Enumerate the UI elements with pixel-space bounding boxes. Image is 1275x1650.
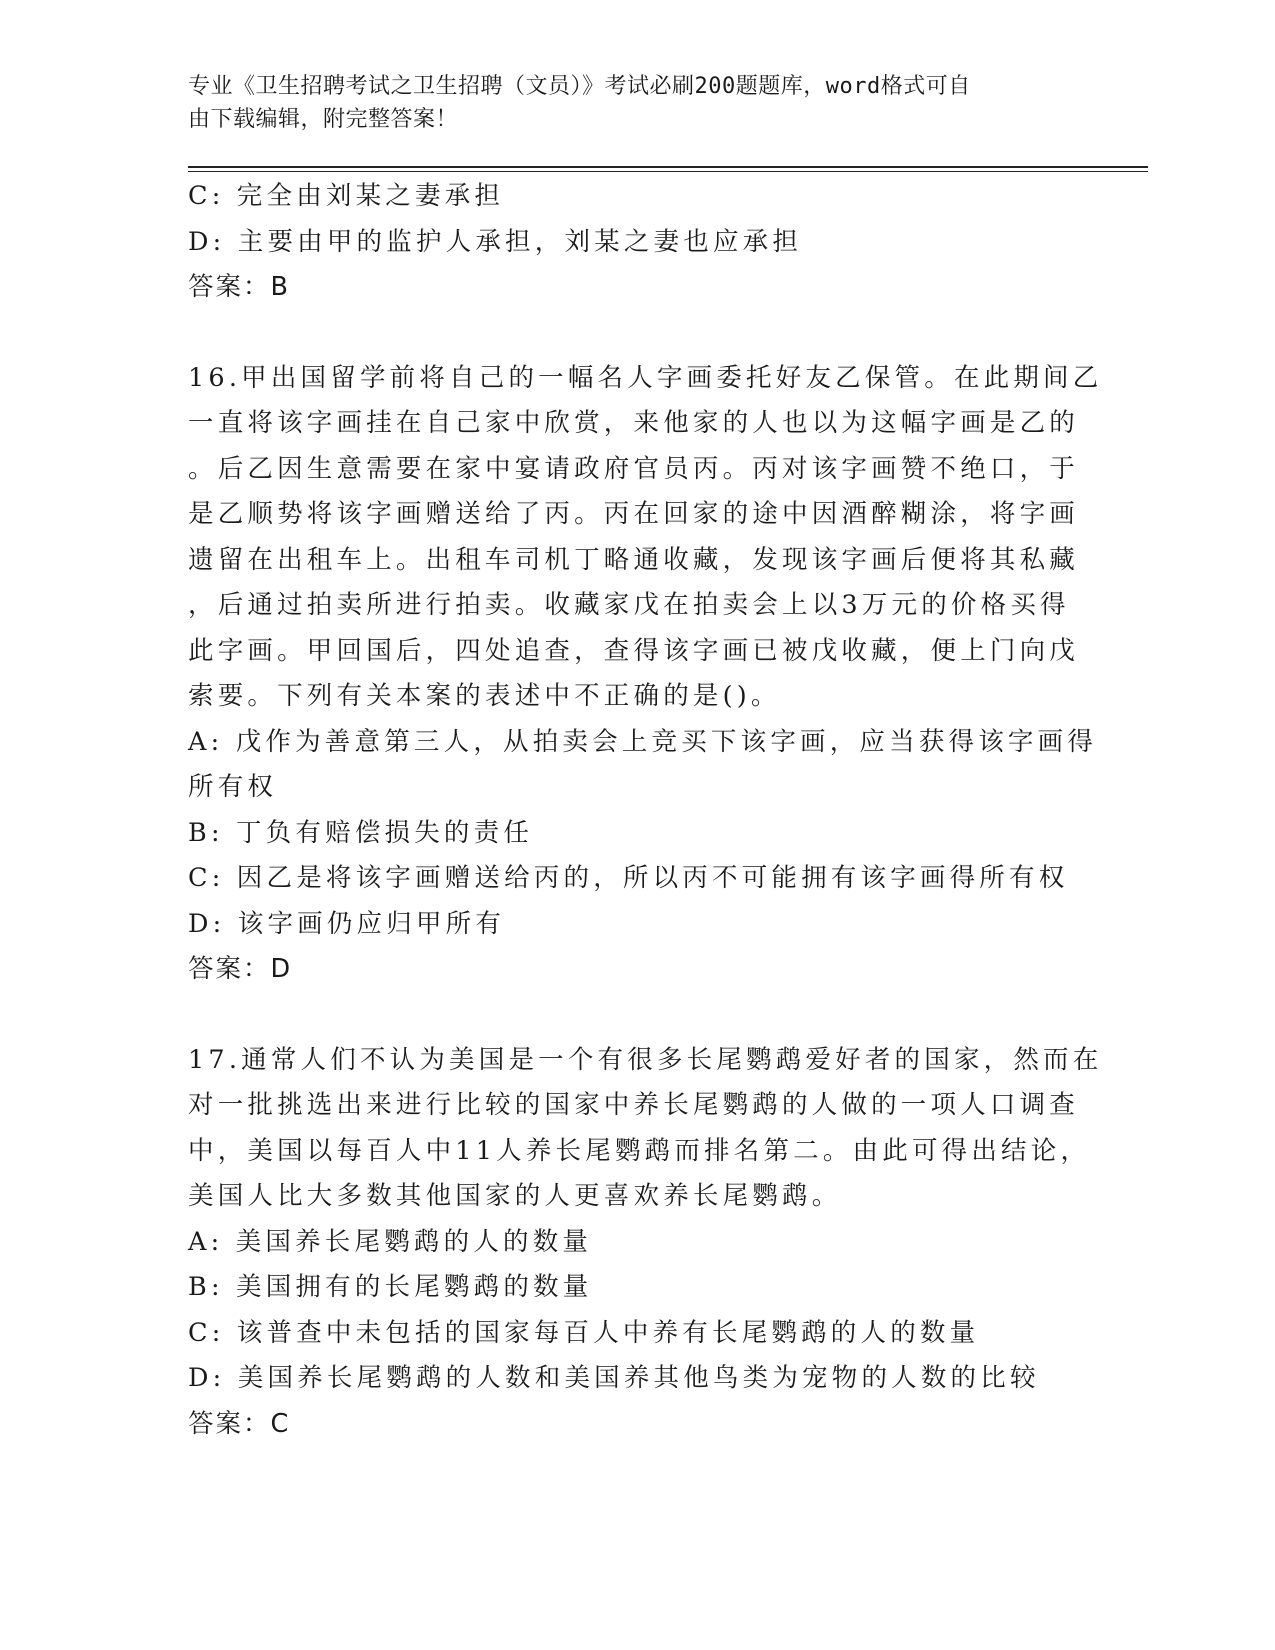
q17-option-d: D: 美国养长尾鹦鹉的人数和美国养其他鸟类为宠物的人数的比较: [188, 1363, 1040, 1393]
q15-option-d: D: 主要由甲的监护人承担，刘某之妻也应承担: [188, 226, 803, 257]
q17-stem-line: 中，美国以每百人中11人养长尾鹦鹉而排名第二。由此可得出结论，: [188, 1135, 1091, 1166]
question-17: [188, 1038, 1103, 1448]
q16-stem-line: 。后乙因生意需要在家中宴请政府官员丙。丙对该字画赞不绝口，于: [188, 453, 1080, 484]
q16-stem-line: 是乙顺势将该字画赠送给了丙。丙在回家的途中因酒醉糊涂，将字画: [188, 499, 1080, 529]
q16-stem-line: 索要。下列有关本案的表述中不正确的是()。: [188, 681, 781, 711]
q17-stem-line: 对一批挑选出来进行比较的国家中养长尾鹦鹉的人做的一项人口调查: [188, 1090, 1080, 1120]
document-page: [188, 70, 1148, 1447]
question-16: [188, 356, 1103, 993]
q16-option-c: C: 因乙是将该字画赠送给丙的，所以丙不可能拥有该字画得所有权: [188, 863, 1069, 893]
q16-stem-line: ，后通过拍卖所进行拍卖。收藏家戊在拍卖会上以3万元的价格买得: [188, 590, 1070, 620]
q16-option-a: A: 戊作为善意第三人，从拍卖会上竞买下该字画，应当获得该字画得: [188, 726, 1098, 757]
q17-option-c: C: 该普查中未包括的国家每百人中养有长尾鹦鹉的人的数量: [188, 1317, 980, 1348]
q16-option-d: D: 该字画仍应归甲所有: [188, 908, 506, 939]
q17-option-b: B: 美国拥有的长尾鹦鹉的数量: [188, 1272, 593, 1302]
q17-stem-line: 17.通常人们不认为美国是一个有很多长尾鹦鹉爱好者的国家，然而在: [188, 1044, 1103, 1075]
q17-stem-line: 美国人比大多数其他国家的人更喜欢养长尾鹦鹉。: [188, 1181, 842, 1211]
header-title-line-2: 由下载编辑，附完整答案！: [188, 107, 459, 132]
q17-answer: 答案：C: [188, 1408, 291, 1439]
q17-option-a: A: 美国养长尾鹦鹉的人的数量: [188, 1226, 593, 1257]
header-divider-thin: [188, 171, 1148, 172]
document-header: [188, 70, 1068, 136]
q16-answer: 答案：D: [188, 954, 293, 984]
q15-option-c: C: 完全由刘某之妻承担: [188, 181, 505, 211]
q16-option-b: B: 丁负有赔偿损失的责任: [188, 817, 534, 848]
q16-stem-line: 此字画。甲回国后，四处追查，查得该字画已被戊收藏，便上门向戊: [188, 635, 1080, 666]
q16-stem-line: 16.甲出国留学前将自己的一幅名人字画委托好友乙保管。在此期间乙: [188, 362, 1103, 393]
spacer: [188, 993, 1148, 1038]
header-divider-thick: [188, 166, 1148, 168]
spacer: [188, 311, 1148, 356]
header-title-line-1: 专业《卫生招聘考试之卫生招聘（文员）》考试必刷200题题库，word格式可自: [188, 74, 971, 99]
q16-stem-line: 一直将该字画挂在自己家中欣赏，来他家的人也以为这幅字画是乙的: [188, 408, 1080, 438]
q16-option-a-continued: 所有权: [188, 772, 278, 802]
q16-stem-line: 遗留在出租车上。出租车司机丁略通收藏，发现该字画后便将其私藏: [188, 544, 1080, 575]
q15-answer: 答案：B: [188, 272, 290, 302]
question-15-tail: [188, 174, 1068, 311]
